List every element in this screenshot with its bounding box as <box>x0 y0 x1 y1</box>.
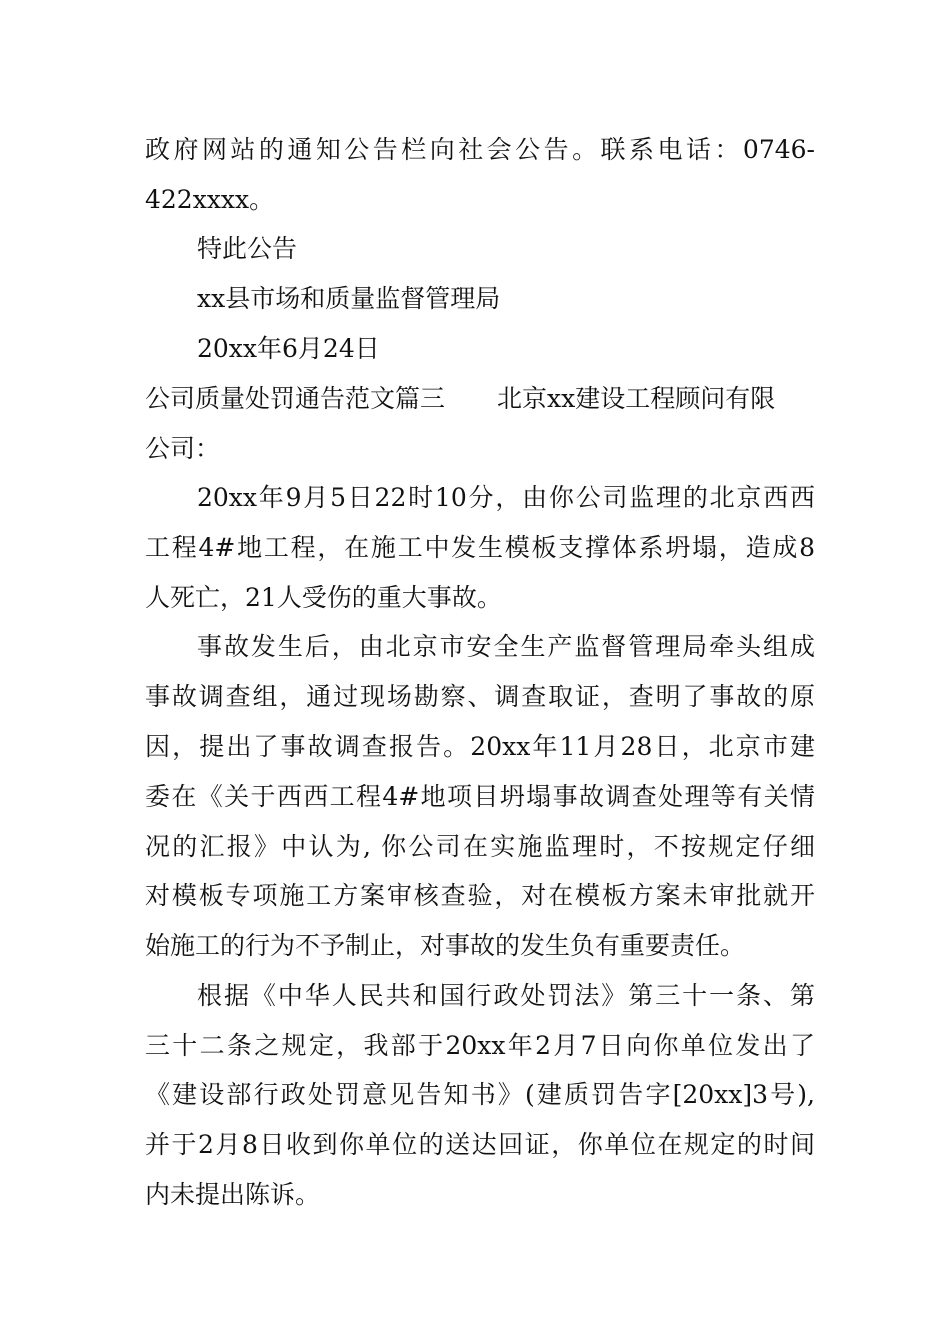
recipient-name: 北京xx建设工程顾问有限 <box>497 384 776 413</box>
issue-date: 20xx年6月24日 <box>197 334 380 363</box>
text-line: 三十二条之规定，我部于20xx年2月7日向你单位发出了 <box>145 1031 815 1060</box>
text-line: 因，提出了事故调查报告。20xx年11月28日，北京市建 <box>145 732 815 761</box>
text-line: 工程4#地工程，在施工中发生模板支撑体系坍塌，造成8 <box>145 533 815 562</box>
text-line: 始施工的行为不予制止，对事故的发生负有重要责任。 <box>145 931 746 960</box>
text-line: 根据《中华人民共和国行政处罚法》第三十一条、第 <box>197 981 815 1010</box>
section-heading-line <box>145 379 815 419</box>
text-line: 对模板专项施工方案审核查验，对在模板方案未审批就开 <box>145 881 815 910</box>
text-line: 事故调查组，通过现场勘察、调查取证，查明了事故的原 <box>145 682 815 711</box>
text-line: 政府网站的通知公告栏向社会公告。联系电话：0746- <box>145 135 815 164</box>
text-line: 人死亡，21人受伤的重大事故。 <box>145 583 502 612</box>
text-line: 20xx年9月5日22时10分，由你公司监理的北京西西 <box>197 483 815 512</box>
closing-phrase: 特此公告 <box>197 234 298 263</box>
text-line: 事故发生后，由北京市安全生产监督管理局牵头组成 <box>197 632 815 661</box>
text-line: 并于2月8日收到你单位的送达回证，你单位在规定的时间 <box>145 1130 815 1159</box>
issuer-name: xx县市场和质量监督管理局 <box>197 284 501 313</box>
text-line: 委在《关于西西工程4#地项目坍塌事故调查处理等有关情 <box>145 782 815 811</box>
text-line: 况的汇报》中认为, 你公司在实施监理时，不按规定仔细 <box>145 832 815 861</box>
section-title: 公司质量处罚通告范文篇三 <box>145 384 446 413</box>
text-line: 内未提出陈诉。 <box>145 1180 321 1209</box>
text-line: 《建设部行政处罚意见告知书》(建质罚告字[20xx]3号), <box>145 1080 815 1109</box>
text-line: 公司： <box>145 434 221 463</box>
text-line: 422xxxx。 <box>145 185 275 214</box>
